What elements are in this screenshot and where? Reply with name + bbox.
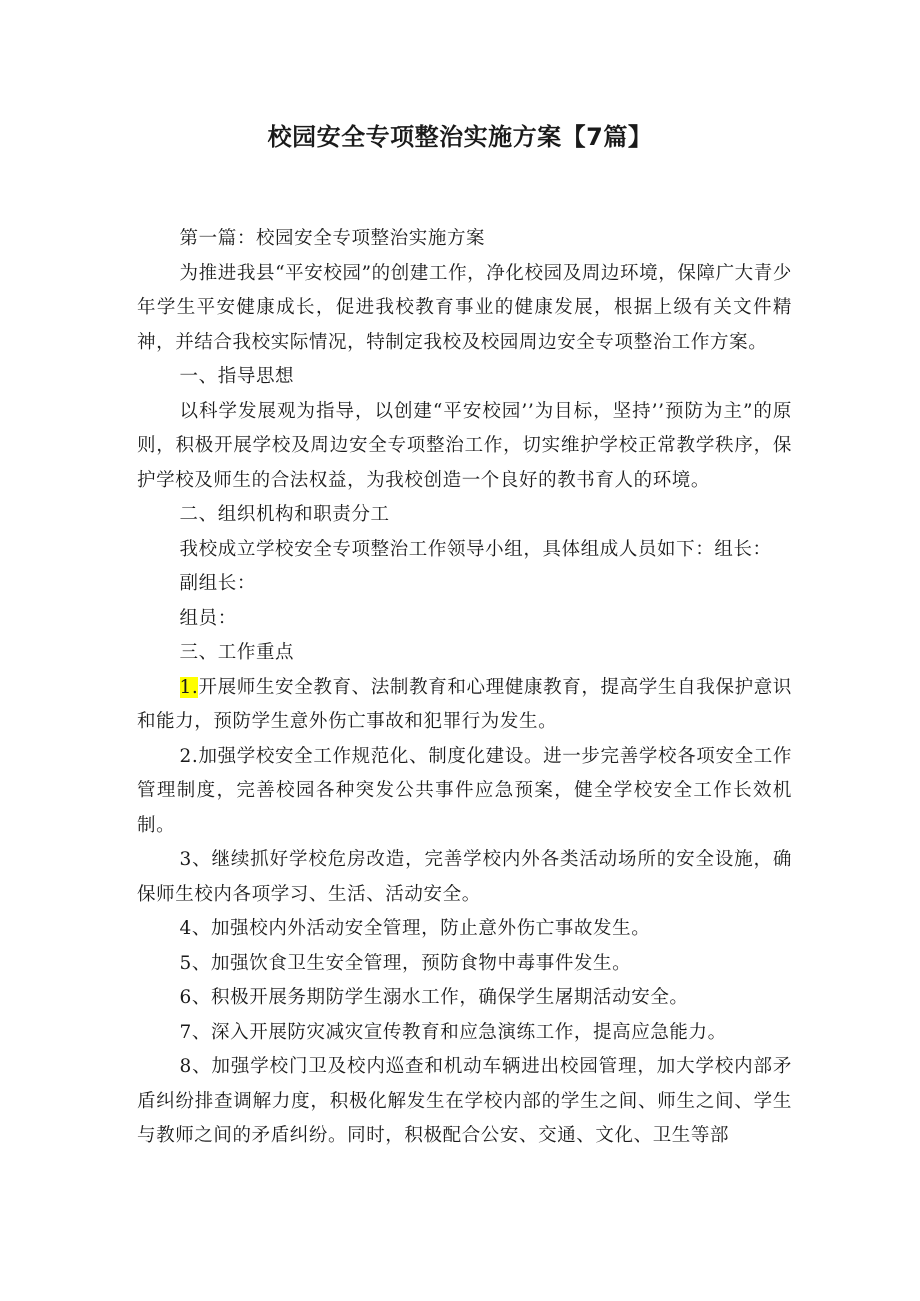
list-item: 7、深入开展防灾减灾宣传教育和应急演练工作，提高应急能力。 <box>179 1021 727 1043</box>
list-item: 8、加强学校门卫及校内巡查和机动车辆进出校园管理，加大学校内部矛盾纠纷排查调解力度，积极化解发生在学校内部的学生之间、师生之间、学生与教师之间的矛盾纠纷。同时，积极配合公安、交通、文化、卫生等部 <box>137 1056 792 1146</box>
body-paragraph: 为推进我县“平安校园”的创建工作，净化校园及周边环境，保障广大青少年学生平安健康成长，促进我校教育事业的健康发展，根据上级有关文件精神，并结合我校实际情况，特制定我校及校园周边安全专项整治工作方案。 <box>137 262 792 353</box>
document-body <box>137 222 792 1154</box>
list-item: 2.加强学校安全工作规范化、制度化建设。进一步完善学校各项安全工作管理制度，完善校园各种突发公共事件应急预案，健全学校安全工作长效机制。 <box>137 745 792 836</box>
body-paragraph: 组员： <box>179 607 237 629</box>
list-item-text: 开展师生安全教育、法制教育和心理健康教育，提高学生自我保护意识和能力，预防学生意外伤亡事故和犯罪行为发生。 <box>137 676 792 732</box>
section-heading: 二、组织机构和职责分工 <box>179 504 390 525</box>
body-paragraph: 副组长： <box>179 573 256 594</box>
list-item: 3、继续抓好学校危房改造，完善学校内外各类活动场所的安全设施，确保师生校内各项学习、生活、活动安全。 <box>137 849 792 905</box>
list-item: 4、加强校内外活动安全管理，防止意外伤亡事故发生。 <box>179 918 651 939</box>
section-heading: 三、工作重点 <box>179 642 295 663</box>
body-paragraph: 以科学发展观为指导，以创建“平安校园’’为目标，坚持’’预防为主”的原则，积极开展学校及周边安全专项整治工作，切实维护学校正常教学秩序，保护学校及师生的合法权益，为我校创造一个良好的教书育人的环境。 <box>137 400 792 491</box>
list-item: 6、积极开展务期防学生溺水工作，确保学生屠期活动安全。 <box>179 987 689 1008</box>
list-item <box>137 671 792 740</box>
document-title: 校园安全专项整治实施方案【7篇】 <box>267 123 653 151</box>
section-heading: 第一篇：校园安全专项整治实施方案 <box>179 228 486 249</box>
highlighted-list-marker: 1. <box>179 676 199 698</box>
body-paragraph: 我校成立学校安全专项整治工作领导小组，具体组成人员如下：组长： <box>179 538 772 560</box>
section-heading: 一、指导思想 <box>179 366 295 387</box>
list-item: 5、加强饮食卫生安全管理，预防食物中毒事件发生。 <box>179 952 632 974</box>
